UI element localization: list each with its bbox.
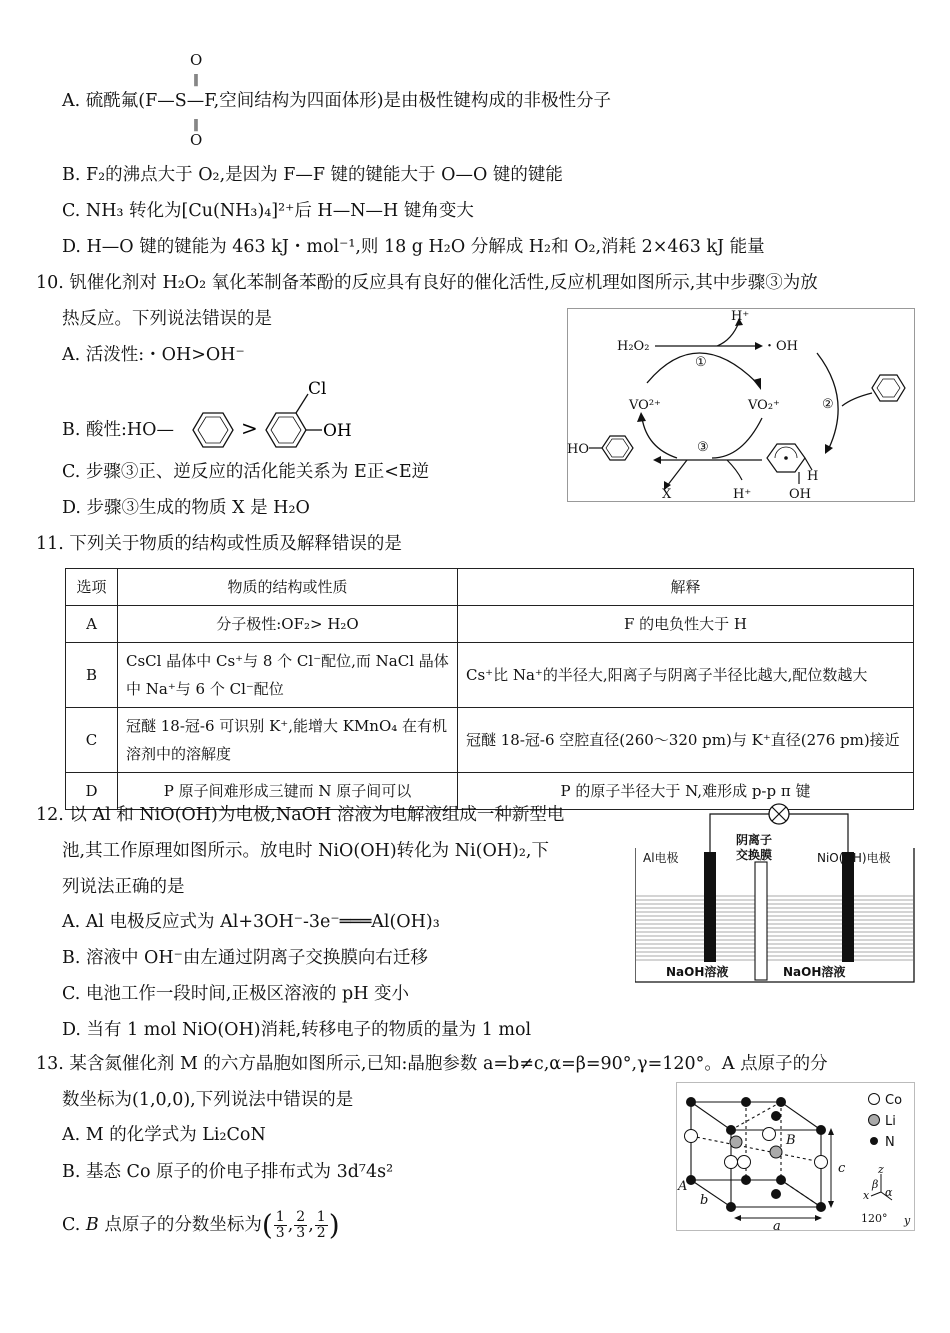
row-d-option: D bbox=[66, 773, 118, 810]
q11-stem: 11. 下列关于物质的结构或性质及解释错误的是 bbox=[36, 534, 402, 554]
q13-c-mid: 点原子的分数坐标为 bbox=[98, 1215, 262, 1235]
q13-c-point-b: B bbox=[85, 1215, 99, 1235]
axis-b-label: b bbox=[700, 1193, 709, 1208]
row-d-property: P 原子间难形成三键而 N 原子间可以 bbox=[118, 773, 458, 810]
row-c-explanation: 冠醚 18-冠-6 空腔直径(260～320 pm)与 K⁺直径(276 pm)接近 bbox=[458, 708, 914, 773]
vo2plus-left-label: VO²⁺ bbox=[629, 398, 661, 413]
header-option: 选项 bbox=[66, 569, 118, 606]
frac-y: $\frac{2}{3}$ bbox=[296, 1209, 306, 1241]
q10-stem-line1: 10. 钒催化剂对 H₂O₂ 氧化苯制备苯酚的反应具有良好的催化活性,反应机理如图所示,其中步骤③为放 bbox=[36, 273, 818, 293]
step-2-label: ② bbox=[822, 397, 834, 412]
hplus-top-label: H⁺ bbox=[731, 309, 750, 324]
q13-option-c: C. B 点原子的分数坐标为( $\frac{1}{3}$ , $\frac{2}{3}$ , $\frac{1}{2}$ ) bbox=[62, 1208, 340, 1242]
axis-c-label: c bbox=[838, 1161, 846, 1176]
naoh-left-label: NaOH溶液 bbox=[666, 965, 729, 979]
benzene-ring-1 bbox=[193, 413, 233, 447]
q10-stem-line2: 热反应。下列说法错误的是 bbox=[62, 309, 272, 329]
point-b-label: B bbox=[786, 1133, 796, 1148]
q10-mechanism-figure bbox=[567, 308, 915, 502]
benzene-ring-2 bbox=[266, 413, 306, 447]
axis-x-label: x bbox=[863, 1189, 870, 1202]
chlorine-label: Cl bbox=[308, 379, 327, 399]
double-bond-top: ‖ bbox=[193, 72, 199, 86]
table-row bbox=[66, 643, 914, 708]
q12-option-b: B. 溶液中 OH⁻由左通过阴离子交换膜向右迁移 bbox=[62, 948, 428, 968]
legend-li-icon bbox=[869, 1115, 880, 1126]
beta-label: β bbox=[872, 1178, 879, 1191]
anion-exchange-membrane bbox=[755, 862, 767, 980]
q9-option-a bbox=[62, 89, 611, 113]
q13-stem-line2: 数坐标为(1,0,0),下列说法中错误的是 bbox=[62, 1090, 354, 1110]
naoh-right-label: NaOH溶液 bbox=[783, 965, 846, 979]
alpha-label: α bbox=[885, 1186, 893, 1199]
row-c-option: C bbox=[66, 708, 118, 773]
nioh-electrode-label: NiO(OH)电极 bbox=[817, 851, 891, 865]
row-b-explanation: Cs⁺比 Na⁺的半径大,阳离子与阴离子半径比越大,配位数越大 bbox=[458, 643, 914, 708]
q12-stem-line3: 列说法正确的是 bbox=[62, 877, 185, 897]
legend-n-icon bbox=[870, 1137, 878, 1145]
electrolytic-cell bbox=[635, 848, 914, 982]
row-a-option: A bbox=[66, 606, 118, 643]
al-electrode-label: Al电极 bbox=[643, 851, 679, 865]
so2f2-formula: F—S—F bbox=[145, 91, 214, 111]
q13-c-prefix: C. bbox=[62, 1215, 86, 1235]
axis-y-label: y bbox=[904, 1214, 911, 1227]
row-b-property: CsCl 晶体中 Cs⁺与 8 个 Cl⁻配位,而 NaCl 晶体中 Na⁺与 6 个 Cl⁻配位 bbox=[118, 643, 458, 708]
q10-b-label: B. 酸性:HO— bbox=[62, 420, 174, 440]
frac-x: $\frac{1}{3}$ bbox=[275, 1209, 285, 1241]
q9-option-c: C. NH₃ 转化为[Cu(NH₃)₄]²⁺后 H—N—H 键角变大 bbox=[62, 201, 474, 221]
q12-stem-line2: 池,其工作原理如图所示。放电时 NiO(OH)转化为 Ni(OH)₂,下 bbox=[62, 841, 549, 861]
q10-option-c: C. 步骤③正、逆反应的活化能关系为 E正<E逆 bbox=[62, 462, 430, 482]
frac-z: $\frac{1}{2}$ bbox=[316, 1209, 326, 1241]
q9-a-prefix: A. 硫酰氟( bbox=[62, 91, 146, 111]
table-row bbox=[66, 606, 914, 643]
q9-option-d: D. H—O 键的键能为 463 kJ・mol⁻¹,则 18 g H₂O 分解成 H₂和 O₂,消耗 2×463 kJ 能量 bbox=[62, 237, 765, 257]
axis-z-label: z bbox=[878, 1163, 884, 1176]
h2o2-label: H₂O₂ bbox=[617, 339, 650, 354]
q9-option-b: B. F₂的沸点大于 O₂,是因为 F—F 键的键能大于 O—O 键的键能 bbox=[62, 165, 563, 185]
al-electrode bbox=[704, 852, 716, 962]
intermediate-h-label: H bbox=[807, 469, 819, 484]
point-a-label: A bbox=[678, 1179, 688, 1194]
step-1-label: ① bbox=[695, 355, 707, 370]
legend-li-label: Li bbox=[885, 1114, 896, 1129]
q13-stem-line1: 13. 某含氮催化剂 M 的六方晶胞如图所示,已知:晶胞参数 a=b≠c,α=β=90°,γ=120°。A 点原子的分 bbox=[36, 1054, 828, 1074]
so2f2-bottom-oxygen: O bbox=[190, 131, 203, 149]
q12-battery-figure bbox=[635, 800, 915, 984]
legend-n-label: N bbox=[885, 1135, 895, 1150]
co-atom bbox=[685, 1130, 698, 1143]
row-a-property: 分子极性:OF₂> H₂O bbox=[118, 606, 458, 643]
q13-crystal-cell-figure bbox=[676, 1082, 916, 1232]
q12-option-a: A. Al 电极反应式为 Al+3OH⁻-3e⁻═══Al(OH)₃ bbox=[62, 912, 440, 932]
oh-radical-label: ・OH bbox=[763, 339, 798, 354]
q13-option-b: B. 基态 Co 原子的价电子排布式为 3d⁷4s² bbox=[62, 1162, 394, 1182]
step-3-label: ③ bbox=[697, 440, 709, 455]
axes-icon bbox=[861, 1163, 911, 1227]
nioh-electrode bbox=[842, 852, 854, 962]
cell-top-face bbox=[691, 1102, 821, 1130]
li-atom bbox=[730, 1136, 742, 1148]
so2f2-top-oxygen: O bbox=[190, 51, 203, 69]
q12-option-d: D. 当有 1 mol NiO(OH)消耗,转移电子的物质的量为 1 mol bbox=[62, 1020, 532, 1040]
row-a-explanation: F 的电负性大于 H bbox=[458, 606, 914, 643]
q10-option-b-structures bbox=[168, 372, 368, 452]
membrane-label-line1: 阴离子 bbox=[736, 833, 773, 847]
gamma-angle-label: 120° bbox=[861, 1212, 888, 1225]
legend-co-icon bbox=[869, 1094, 880, 1105]
table-header-row bbox=[66, 569, 914, 606]
double-bond-bottom: ‖ bbox=[193, 117, 199, 131]
axis-a-label: a bbox=[773, 1219, 781, 1232]
membrane-label-line2: 交换膜 bbox=[736, 848, 773, 862]
x-product-label: X bbox=[662, 487, 672, 502]
q12-option-c: C. 电池工作一段时间,正极区溶液的 pH 变小 bbox=[62, 984, 410, 1004]
phenol-ring bbox=[602, 436, 633, 460]
intermediate-oh-label: OH bbox=[789, 487, 811, 502]
q10-option-d: D. 步骤③生成的物质 X 是 H₂O bbox=[62, 498, 310, 518]
acidity-greater-sign: > bbox=[241, 416, 258, 440]
q9-a-rest: ,空间结构为四面体形)是由极性键构成的非极性分子 bbox=[213, 91, 612, 111]
q13-option-a: A. M 的化学式为 Li₂CoN bbox=[62, 1125, 266, 1145]
q12-stem-line1: 12. 以 Al 和 NiO(OH)为电极,NaOH 溶液为电解液组成一种新型电 bbox=[36, 805, 565, 825]
phenol-ho-label: HO bbox=[567, 442, 589, 457]
row-b-option: B bbox=[66, 643, 118, 708]
header-property: 物质的结构或性质 bbox=[118, 569, 458, 606]
q10-option-b bbox=[62, 418, 174, 442]
hydroxyl-label: OH bbox=[323, 421, 352, 441]
table-row bbox=[66, 708, 914, 773]
legend-co-label: Co bbox=[885, 1093, 903, 1108]
hplus-bottom-label: H⁺ bbox=[733, 487, 752, 502]
row-c-property: 冠醚 18-冠-6 可识别 K⁺,能增大 KMnO₄ 在有机溶剂中的溶解度 bbox=[118, 708, 458, 773]
q10-option-a: A. 活泼性:・OH>OH⁻ bbox=[62, 345, 245, 365]
q11-table bbox=[65, 568, 914, 810]
row-d-explanation: P 的原子半径大于 N,难形成 p-p π 键 bbox=[458, 773, 914, 810]
vo2plus-right-label: VO₂⁺ bbox=[748, 398, 780, 413]
header-explanation: 解释 bbox=[458, 569, 914, 606]
